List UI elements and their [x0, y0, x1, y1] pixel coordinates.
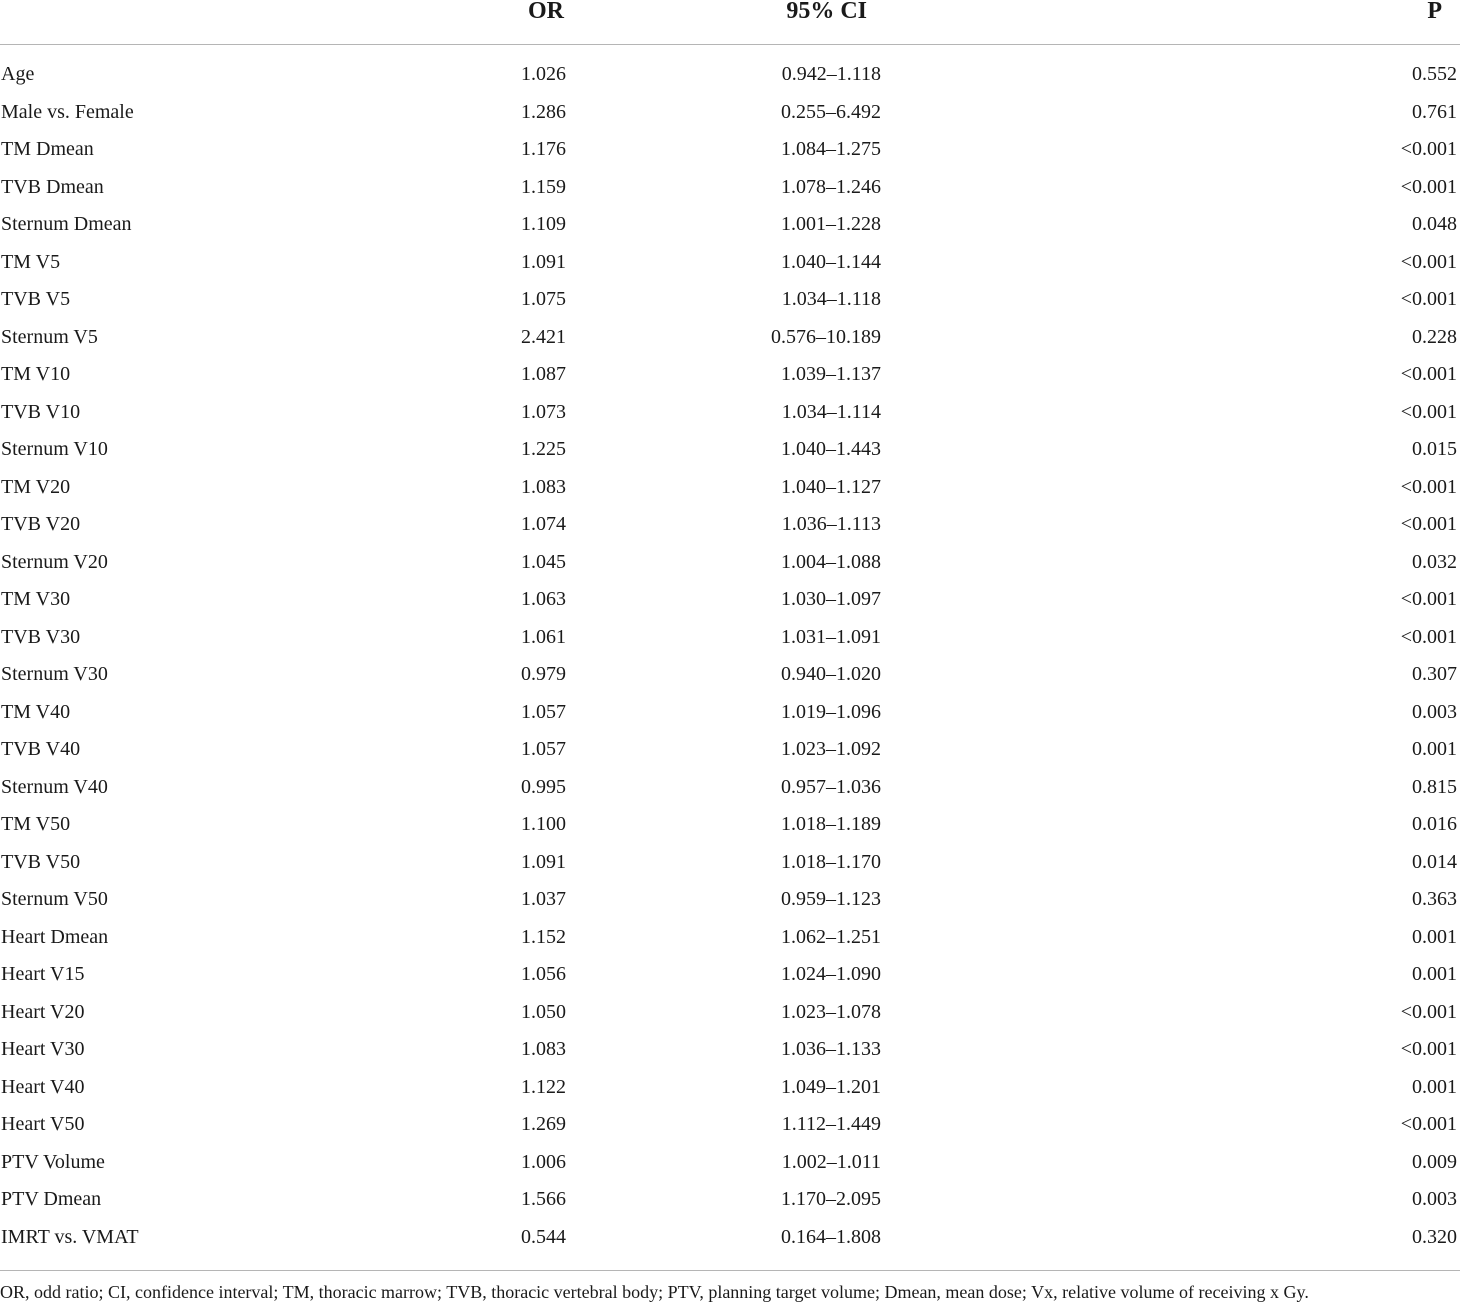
row-p-cell: 0.009	[1412, 1150, 1457, 1173]
row-or-cell: 1.061	[521, 625, 566, 648]
row-p-cell: <0.001	[1400, 138, 1457, 160]
row-p-cell: 0.320	[1412, 1225, 1457, 1248]
row-or-cell: 1.152	[521, 925, 566, 948]
row-ci-cell: 1.036–1.113	[781, 513, 881, 535]
row-or-cell: 1.006	[521, 1150, 566, 1173]
row-or-cell: 0.544	[521, 1225, 566, 1248]
row-or-cell: 1.026	[521, 63, 566, 85]
row-variable-cell: TM V30	[1, 588, 71, 610]
table-row	[0, 581, 1460, 619]
row-p-cell: <0.001	[1400, 625, 1457, 648]
header-ci: 95% CI	[670, 0, 1300, 45]
row-variable-cell: PTV Dmean	[1, 1188, 102, 1210]
row-variable-cell: TVB V40	[1, 738, 81, 760]
row-or-cell: 0.979	[521, 663, 566, 685]
row-ci-cell: 1.062–1.251	[781, 925, 881, 948]
row-variable-cell: Heart Dmean	[1, 925, 109, 948]
row-p-cell: 0.001	[1412, 1075, 1457, 1098]
table-body	[0, 45, 1460, 1257]
row-ci-cell: 1.040–1.144	[781, 250, 881, 273]
table-row	[0, 994, 1460, 1032]
row-or-cell: 1.122	[521, 1075, 566, 1098]
header-p: P	[1300, 0, 1460, 45]
row-p-cell: 0.003	[1412, 700, 1457, 723]
row-or-cell: 1.087	[521, 363, 566, 385]
row-ci-cell: 1.112–1.449	[781, 1113, 881, 1135]
row-p-cell: 0.001	[1412, 925, 1457, 948]
row-variable-cell: Male vs. Female	[1, 100, 134, 123]
row-variable-cell: Sternum V50	[1, 888, 108, 910]
header-variable	[0, 0, 420, 45]
row-variable-cell: Sternum V10	[1, 438, 108, 460]
table-row	[0, 94, 1460, 132]
row-p-cell: 0.001	[1412, 738, 1457, 760]
table-row	[0, 919, 1460, 957]
row-p-cell: 0.032	[1412, 550, 1457, 573]
row-or-cell: 0.995	[521, 775, 566, 798]
row-p-cell: 0.014	[1412, 850, 1457, 873]
row-ci-cell: 1.084–1.275	[781, 138, 881, 160]
row-ci-cell: 1.002–1.011	[781, 1150, 881, 1173]
row-ci-cell: 1.078–1.246	[781, 175, 881, 198]
row-ci-cell: 1.031–1.091	[781, 625, 881, 648]
row-variable-cell: TVB V30	[1, 625, 81, 648]
table-row	[0, 694, 1460, 732]
row-variable-cell: Heart V40	[1, 1075, 85, 1098]
row-ci-cell: 1.030–1.097	[781, 588, 881, 610]
row-p-cell: <0.001	[1400, 363, 1457, 385]
row-ci-cell: 1.170–2.095	[781, 1188, 881, 1210]
row-or-cell: 1.057	[521, 738, 566, 760]
table-row	[0, 431, 1460, 469]
row-or-cell: 1.286	[521, 100, 566, 123]
row-ci-cell: 1.049–1.201	[781, 1075, 881, 1098]
table-row	[0, 1144, 1460, 1182]
row-p-cell: <0.001	[1400, 175, 1457, 198]
row-p-cell: <0.001	[1400, 513, 1457, 535]
header-row	[0, 0, 1460, 45]
table-header	[0, 0, 1460, 45]
table-row	[0, 206, 1460, 244]
row-variable-cell: Sternum V40	[1, 775, 108, 798]
row-variable-cell: TM V20	[1, 475, 71, 498]
row-ci-cell: 1.024–1.090	[781, 963, 881, 985]
row-p-cell: <0.001	[1400, 1038, 1457, 1060]
table-row	[0, 1181, 1460, 1219]
row-or-cell: 1.566	[521, 1188, 566, 1210]
row-p-cell: <0.001	[1400, 288, 1457, 310]
row-p-cell: <0.001	[1400, 250, 1457, 273]
table-row	[0, 1031, 1460, 1069]
row-variable-cell: Heart V50	[1, 1113, 85, 1135]
table-footnote: OR, odd ratio; CI, confidence interval; TM, thoracic marrow; TVB, thoracic vertebral body; PTV, planning target volume; Dmean, mean dose; Vx, relative volume of receiving x Gy.	[0, 1270, 1460, 1303]
row-p-cell: 0.001	[1412, 963, 1457, 985]
row-or-cell: 1.063	[521, 588, 566, 610]
table-row	[0, 356, 1460, 394]
table-row	[0, 544, 1460, 582]
row-or-cell: 1.056	[521, 963, 566, 985]
row-ci-cell: 1.019–1.096	[781, 700, 881, 723]
row-or-cell: 1.045	[521, 550, 566, 573]
row-p-cell: <0.001	[1400, 588, 1457, 610]
row-ci-cell: 0.255–6.492	[781, 100, 881, 123]
row-variable-cell: Sternum Dmean	[1, 213, 132, 235]
row-p-cell: 0.815	[1412, 775, 1457, 798]
table-row	[0, 656, 1460, 694]
row-ci-cell: 1.023–1.078	[781, 1000, 881, 1023]
row-ci-cell: 0.942–1.118	[781, 63, 881, 85]
row-or-cell: 1.269	[521, 1113, 566, 1135]
header-or: OR	[420, 0, 670, 45]
row-or-cell: 2.421	[521, 325, 566, 348]
table-row	[0, 281, 1460, 319]
row-ci-cell: 1.036–1.133	[781, 1038, 881, 1060]
row-ci-cell: 1.034–1.118	[781, 288, 881, 310]
row-ci-cell: 0.959–1.123	[781, 888, 881, 910]
row-ci-cell: 1.040–1.127	[781, 475, 881, 498]
table-row	[0, 319, 1460, 357]
row-variable-cell: TVB V5	[1, 288, 71, 310]
row-p-cell: 0.228	[1412, 325, 1457, 348]
row-variable-cell: PTV Volume	[1, 1150, 105, 1173]
row-or-cell: 1.091	[521, 250, 566, 273]
row-variable-cell: Heart V30	[1, 1038, 85, 1060]
row-or-cell: 1.091	[521, 850, 566, 873]
row-or-cell: 1.075	[521, 288, 566, 310]
table-row	[0, 469, 1460, 507]
row-or-cell: 1.057	[521, 700, 566, 723]
row-ci-cell: 0.164–1.808	[781, 1225, 881, 1248]
row-variable-cell: TM V10	[1, 363, 71, 385]
row-p-cell: 0.048	[1412, 213, 1457, 235]
row-ci-cell: 1.039–1.137	[781, 363, 881, 385]
row-variable-cell: TVB V20	[1, 513, 81, 535]
row-p-cell: 0.003	[1412, 1188, 1457, 1210]
row-ci-cell: 1.023–1.092	[781, 738, 881, 760]
row-variable-cell: TVB V50	[1, 850, 81, 873]
row-ci-cell: 0.940–1.020	[781, 663, 881, 685]
table-row	[0, 1219, 1460, 1257]
table-row	[0, 131, 1460, 169]
row-or-cell: 1.050	[521, 1000, 566, 1023]
row-variable-cell: TM V50	[1, 813, 71, 835]
row-ci-cell: 1.018–1.189	[781, 813, 881, 835]
row-variable-cell: Sternum V20	[1, 550, 108, 573]
row-p-cell: <0.001	[1400, 475, 1457, 498]
row-or-cell: 1.037	[521, 888, 566, 910]
table-row	[0, 169, 1460, 207]
row-p-cell: 0.363	[1412, 888, 1457, 910]
row-variable-cell: IMRT vs. VMAT	[1, 1225, 139, 1248]
row-or-cell: 1.159	[521, 175, 566, 198]
table-row	[0, 506, 1460, 544]
table-row	[0, 881, 1460, 919]
row-p-cell: 0.016	[1412, 813, 1457, 835]
table-row	[0, 956, 1460, 994]
row-p-cell: <0.001	[1400, 1113, 1457, 1135]
row-or-cell: 1.100	[521, 813, 566, 835]
row-or-cell: 1.109	[521, 213, 566, 235]
row-or-cell: 1.225	[521, 438, 566, 460]
row-or-cell: 1.083	[521, 1038, 566, 1060]
row-ci-cell: 1.040–1.443	[781, 438, 881, 460]
row-ci-cell: 1.034–1.114	[781, 400, 881, 423]
row-variable-cell: TVB V10	[1, 400, 81, 423]
row-or-cell: 1.073	[521, 400, 566, 423]
table-row	[0, 1106, 1460, 1144]
row-p-cell: <0.001	[1400, 400, 1457, 423]
row-variable-cell: Sternum V5	[1, 325, 98, 348]
table-row	[0, 1069, 1460, 1107]
row-p-cell: 0.307	[1412, 663, 1457, 685]
row-ci-cell: 1.001–1.228	[781, 213, 881, 235]
row-or-cell: 1.176	[521, 138, 566, 160]
table-row	[0, 769, 1460, 807]
row-p-cell: 0.761	[1412, 100, 1457, 123]
row-variable-cell: Sternum V30	[1, 663, 108, 685]
table-row	[0, 244, 1460, 282]
row-variable-cell: Heart V20	[1, 1000, 85, 1023]
row-ci-cell: 0.576–10.189	[771, 325, 881, 348]
row-variable-cell: Heart V15	[1, 963, 85, 985]
table-row	[0, 45, 1460, 94]
table-row	[0, 806, 1460, 844]
row-ci-cell: 0.957–1.036	[781, 775, 881, 798]
row-or-cell: 1.074	[521, 513, 566, 535]
table-row	[0, 619, 1460, 657]
row-ci-cell: 1.004–1.088	[781, 550, 881, 573]
table-row	[0, 731, 1460, 769]
row-variable-cell: TM Dmean	[1, 138, 94, 160]
row-variable-cell: TM V40	[1, 700, 71, 723]
row-p-cell: 0.552	[1412, 63, 1457, 85]
row-p-cell: <0.001	[1400, 1000, 1457, 1023]
row-variable-cell: Age	[1, 63, 35, 85]
row-p-cell: 0.015	[1412, 438, 1457, 460]
table-row	[0, 844, 1460, 882]
row-variable-cell: TVB Dmean	[1, 175, 104, 198]
table-row	[0, 394, 1460, 432]
row-or-cell: 1.083	[521, 475, 566, 498]
row-ci-cell: 1.018–1.170	[781, 850, 881, 873]
row-variable-cell: TM V5	[1, 250, 61, 273]
